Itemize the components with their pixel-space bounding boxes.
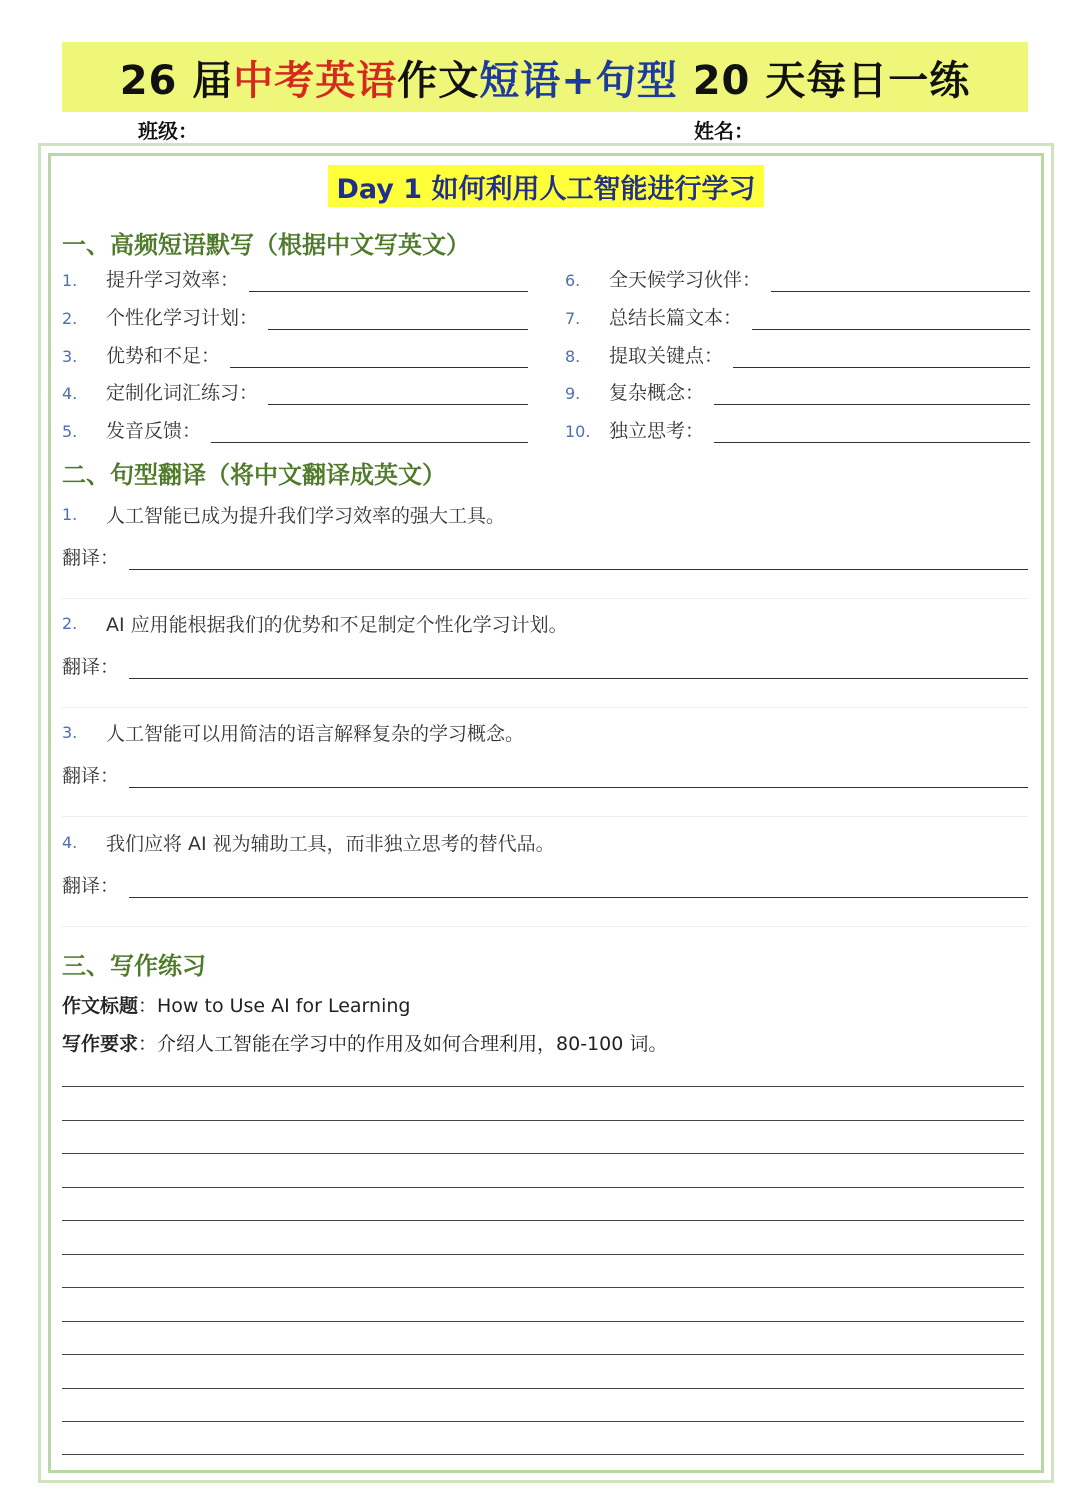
phrase-prompt: 复杂概念：	[609, 382, 705, 404]
essay-topic	[62, 991, 410, 1018]
item-number: 2.	[62, 309, 78, 328]
phrase-item	[62, 377, 528, 405]
translation-item	[62, 828, 1028, 898]
item-number: 3.	[62, 722, 78, 742]
title-part-3: 作文	[397, 57, 480, 104]
phrase-item	[62, 264, 528, 292]
writing-line[interactable]	[62, 1388, 1024, 1389]
writing-line[interactable]	[62, 1321, 1024, 1322]
worksheet-title	[62, 42, 1028, 112]
writing-line[interactable]	[62, 1120, 1024, 1121]
answer-blank[interactable]	[268, 310, 528, 330]
writing-line[interactable]	[62, 1287, 1024, 1288]
class-label: 班级：	[138, 119, 198, 143]
phrase-prompt: 总结长篇文本：	[609, 307, 743, 329]
section3-heading: 三、写作练习	[62, 952, 206, 980]
requirement-label: 写作要求	[62, 1033, 139, 1055]
item-number: 9.	[565, 384, 581, 403]
section1-heading: 一、高频短语默写（根据中文写英文）	[62, 231, 470, 259]
title-part-5: 20 天每日一练	[677, 57, 971, 104]
item-number: 10.	[565, 422, 591, 441]
writing-line[interactable]	[62, 1086, 1024, 1087]
phrase-item	[62, 340, 528, 368]
translate-label: 翻译：	[62, 875, 120, 897]
item-number: 5.	[62, 422, 78, 441]
answer-blank[interactable]	[129, 876, 1028, 898]
topic-value: ：How to Use AI for Learning	[138, 995, 411, 1017]
divider	[62, 598, 1028, 599]
answer-blank[interactable]	[771, 272, 1030, 292]
item-number: 1.	[62, 504, 78, 524]
translate-label: 翻译：	[62, 656, 120, 678]
divider	[62, 816, 1028, 817]
writing-line[interactable]	[62, 1254, 1024, 1255]
sentence-text: AI 应用能根据我们的优势和不足制定个性化学习计划。	[106, 613, 568, 636]
title-part-2: 中考英语	[233, 57, 398, 104]
divider	[62, 707, 1028, 708]
phrase-prompt: 优势和不足：	[106, 345, 221, 367]
class-field	[138, 114, 394, 144]
translation-item	[62, 609, 1028, 679]
answer-blank[interactable]	[129, 766, 1028, 788]
item-number: 7.	[565, 309, 581, 328]
phrase-prompt: 发音反馈：	[106, 420, 202, 442]
answer-blank[interactable]	[714, 385, 1030, 405]
phrase-item	[565, 264, 1030, 292]
answer-blank[interactable]	[230, 348, 528, 368]
divider	[62, 926, 1028, 927]
day-title: Day 1 如何利用人工智能进行学习	[328, 165, 764, 207]
name-blank[interactable]	[760, 120, 950, 144]
item-number: 4.	[62, 384, 78, 403]
answer-blank[interactable]	[752, 310, 1030, 330]
phrase-prompt: 个性化学习计划：	[106, 307, 259, 329]
phrase-item	[62, 302, 528, 330]
title-part-4: 短语+句型	[479, 57, 678, 104]
translate-label: 翻译：	[62, 547, 120, 569]
writing-line[interactable]	[62, 1354, 1024, 1355]
phrase-item	[565, 302, 1030, 330]
answer-blank[interactable]	[129, 657, 1028, 679]
answer-blank[interactable]	[129, 548, 1028, 570]
item-number: 8.	[565, 347, 581, 366]
answer-blank[interactable]	[249, 272, 528, 292]
item-number: 4.	[62, 832, 78, 852]
writing-line[interactable]	[62, 1153, 1024, 1154]
requirement-value: ：介绍人工智能在学习中的作用及如何合理利用，80-100 词。	[138, 1033, 668, 1055]
answer-blank[interactable]	[268, 385, 528, 405]
title-part-1: 26 届	[119, 57, 234, 104]
essay-requirement	[62, 1029, 667, 1056]
name-field	[694, 114, 950, 144]
sentence-text: 我们应将 AI 视为辅助工具，而非独立思考的替代品。	[106, 832, 555, 855]
item-number: 2.	[62, 613, 78, 633]
section2-heading: 二、句型翻译（将中文翻译成英文）	[62, 461, 446, 489]
answer-blank[interactable]	[714, 423, 1030, 443]
phrase-item	[565, 415, 1030, 443]
item-number: 6.	[565, 271, 581, 290]
phrase-item	[565, 377, 1030, 405]
answer-blank[interactable]	[211, 423, 528, 443]
phrase-prompt: 独立思考：	[609, 420, 705, 442]
writing-line[interactable]	[62, 1454, 1024, 1455]
translation-item	[62, 718, 1028, 788]
item-number: 1.	[62, 271, 78, 290]
writing-line[interactable]	[62, 1220, 1024, 1221]
class-blank[interactable]	[204, 120, 394, 144]
writing-line[interactable]	[62, 1187, 1024, 1188]
phrase-item	[565, 340, 1030, 368]
sentence-text: 人工智能可以用简洁的语言解释复杂的学习概念。	[106, 722, 525, 745]
item-number: 3.	[62, 347, 78, 366]
phrase-item	[62, 415, 528, 443]
phrase-prompt: 提取关键点：	[609, 345, 724, 367]
translation-item	[62, 500, 1028, 570]
sentence-text: 人工智能已成为提升我们学习效率的强大工具。	[106, 504, 506, 527]
name-label: 姓名：	[694, 119, 754, 143]
translate-label: 翻译：	[62, 765, 120, 787]
phrase-prompt: 提升学习效率：	[106, 269, 240, 291]
answer-blank[interactable]	[733, 348, 1030, 368]
writing-line[interactable]	[62, 1421, 1024, 1422]
topic-label: 作文标题	[62, 995, 139, 1017]
phrase-prompt: 全天候学习伙伴：	[609, 269, 762, 291]
phrase-prompt: 定制化词汇练习：	[106, 382, 259, 404]
